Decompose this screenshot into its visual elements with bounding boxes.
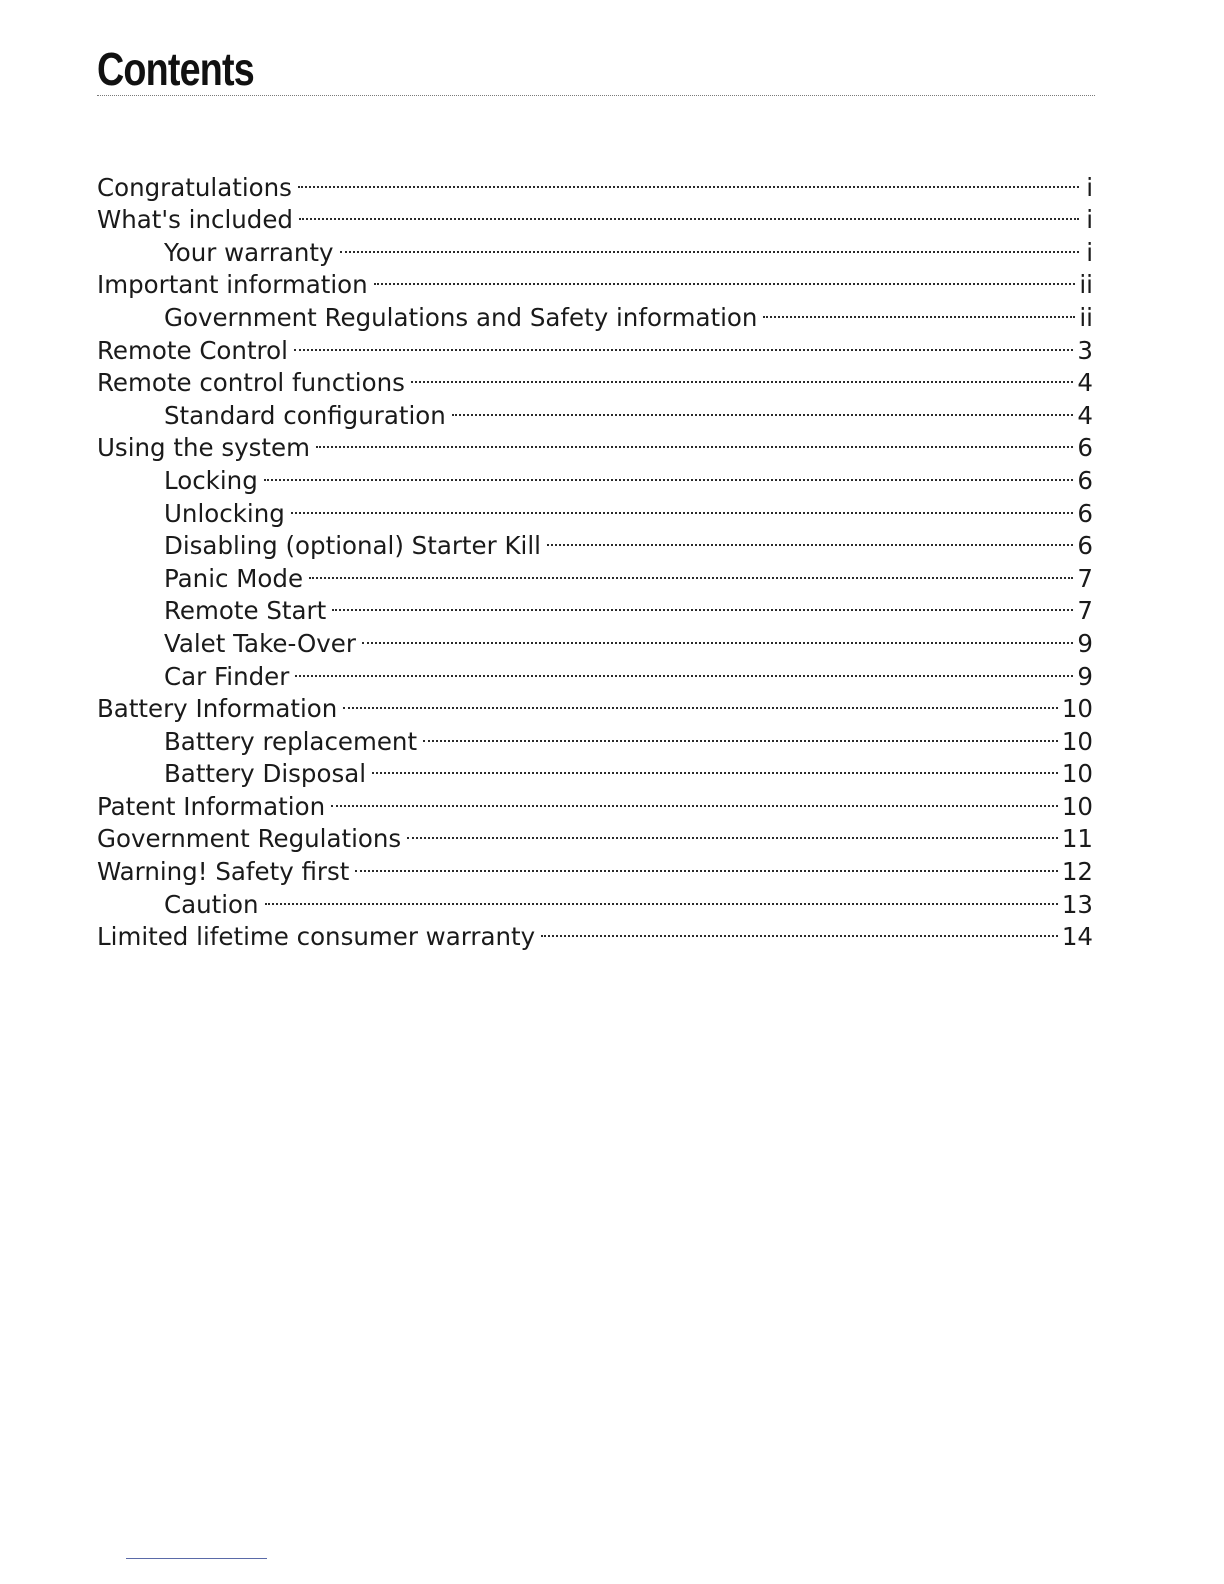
- dot-leader: [332, 587, 1073, 620]
- toc-entry-page: i: [1086, 237, 1093, 267]
- toc-entry-page: 4: [1077, 368, 1093, 398]
- dot-leader: [355, 847, 1057, 880]
- toc-entry-page: 7: [1077, 596, 1093, 626]
- dot-leader: [763, 293, 1075, 326]
- dot-leader: [265, 880, 1058, 913]
- toc-entry-title: What's included: [97, 205, 293, 235]
- toc-entry-title: Government Regulations: [97, 824, 402, 854]
- dot-leader: [316, 424, 1073, 457]
- dot-leader: [407, 815, 1058, 848]
- dot-leader: [309, 554, 1073, 587]
- toc-entry-page: 11: [1061, 824, 1093, 854]
- toc-entry-page: 7: [1077, 563, 1093, 593]
- toc-entry-title: Important information: [97, 270, 368, 300]
- toc-entry-title: Remote Control: [97, 335, 288, 365]
- toc-entry-page: i: [1086, 205, 1093, 235]
- toc-entry-title: Standard configuration: [164, 400, 446, 430]
- toc-entry-page: ii: [1079, 270, 1093, 300]
- toc-entry-title: Battery Information: [97, 694, 338, 724]
- toc-entry-page: 9: [1077, 661, 1093, 691]
- dot-leader: [298, 163, 1079, 196]
- toc-entry-page: 6: [1077, 433, 1093, 463]
- dot-leader: [331, 782, 1058, 815]
- toc-entry-title: Car Finder: [164, 661, 290, 691]
- toc-entry-title: Warning! Safety first: [97, 857, 350, 887]
- toc-entry-title: Panic Mode: [164, 563, 304, 593]
- toc-entry-page: 6: [1077, 498, 1093, 528]
- toc-entry-page: ii: [1079, 302, 1093, 332]
- toc-entry-title: Caution: [164, 889, 259, 919]
- dot-leader: [340, 228, 1079, 261]
- toc-entry-page: 10: [1061, 694, 1093, 724]
- dot-leader: [541, 913, 1058, 946]
- toc-entry-title: Battery Disposal: [164, 759, 367, 789]
- dot-leader: [343, 685, 1058, 718]
- toc-entry-title: Unlocking: [164, 498, 285, 528]
- footer-rule: [126, 1558, 267, 1559]
- toc-entry-page: 12: [1061, 857, 1093, 887]
- toc-entry-title: Limited lifetime consumer warranty: [97, 922, 536, 952]
- page-title: Contents: [97, 43, 254, 95]
- toc-entry-title: Your warranty: [164, 237, 334, 267]
- dot-leader: [372, 750, 1058, 783]
- dot-leader: [547, 522, 1073, 555]
- dot-leader: [411, 359, 1074, 392]
- dot-leader: [374, 261, 1076, 294]
- toc-entry-page: 9: [1077, 628, 1093, 658]
- toc-entry-title: Using the system: [97, 433, 310, 463]
- toc-entry-page: 13: [1061, 889, 1093, 919]
- toc-entry-title: Congratulations: [97, 172, 292, 202]
- contents-header: [97, 40, 1095, 98]
- table-of-contents: [97, 163, 1093, 952]
- toc-entry-page: i: [1086, 172, 1093, 202]
- toc-entry-page: 3: [1077, 335, 1093, 365]
- toc-entry-page: 10: [1061, 726, 1093, 756]
- toc-entry-page: 10: [1061, 759, 1093, 789]
- dot-leader: [452, 391, 1074, 424]
- dot-leader: [423, 717, 1058, 750]
- toc-entry[interactable]: [97, 163, 1093, 202]
- dot-leader: [295, 652, 1073, 685]
- toc-entry-title: Remote control functions: [97, 368, 405, 398]
- dot-leader: [291, 489, 1074, 522]
- dot-leader: [294, 326, 1074, 359]
- toc-entry-page: 6: [1077, 465, 1093, 495]
- toc-entry-page: 10: [1061, 791, 1093, 821]
- dot-leader: [264, 456, 1074, 489]
- toc-entry-title: Patent Information: [97, 791, 326, 821]
- toc-entry-title: Remote Start: [164, 596, 327, 626]
- title-underline: [97, 95, 1095, 96]
- toc-entry-page: 14: [1061, 922, 1093, 952]
- toc-entry-title: Locking: [164, 465, 258, 495]
- toc-entry-page: 4: [1077, 400, 1093, 430]
- toc-entry-title: Disabling (optional) Starter Kill: [164, 531, 541, 561]
- dot-leader: [299, 196, 1079, 229]
- toc-entry-title: Government Regulations and Safety information: [164, 302, 758, 332]
- dot-leader: [362, 619, 1073, 652]
- toc-entry-title: Valet Take-Over: [164, 628, 356, 658]
- toc-entry-title: Battery replacement: [164, 726, 418, 756]
- toc-entry-page: 6: [1077, 531, 1093, 561]
